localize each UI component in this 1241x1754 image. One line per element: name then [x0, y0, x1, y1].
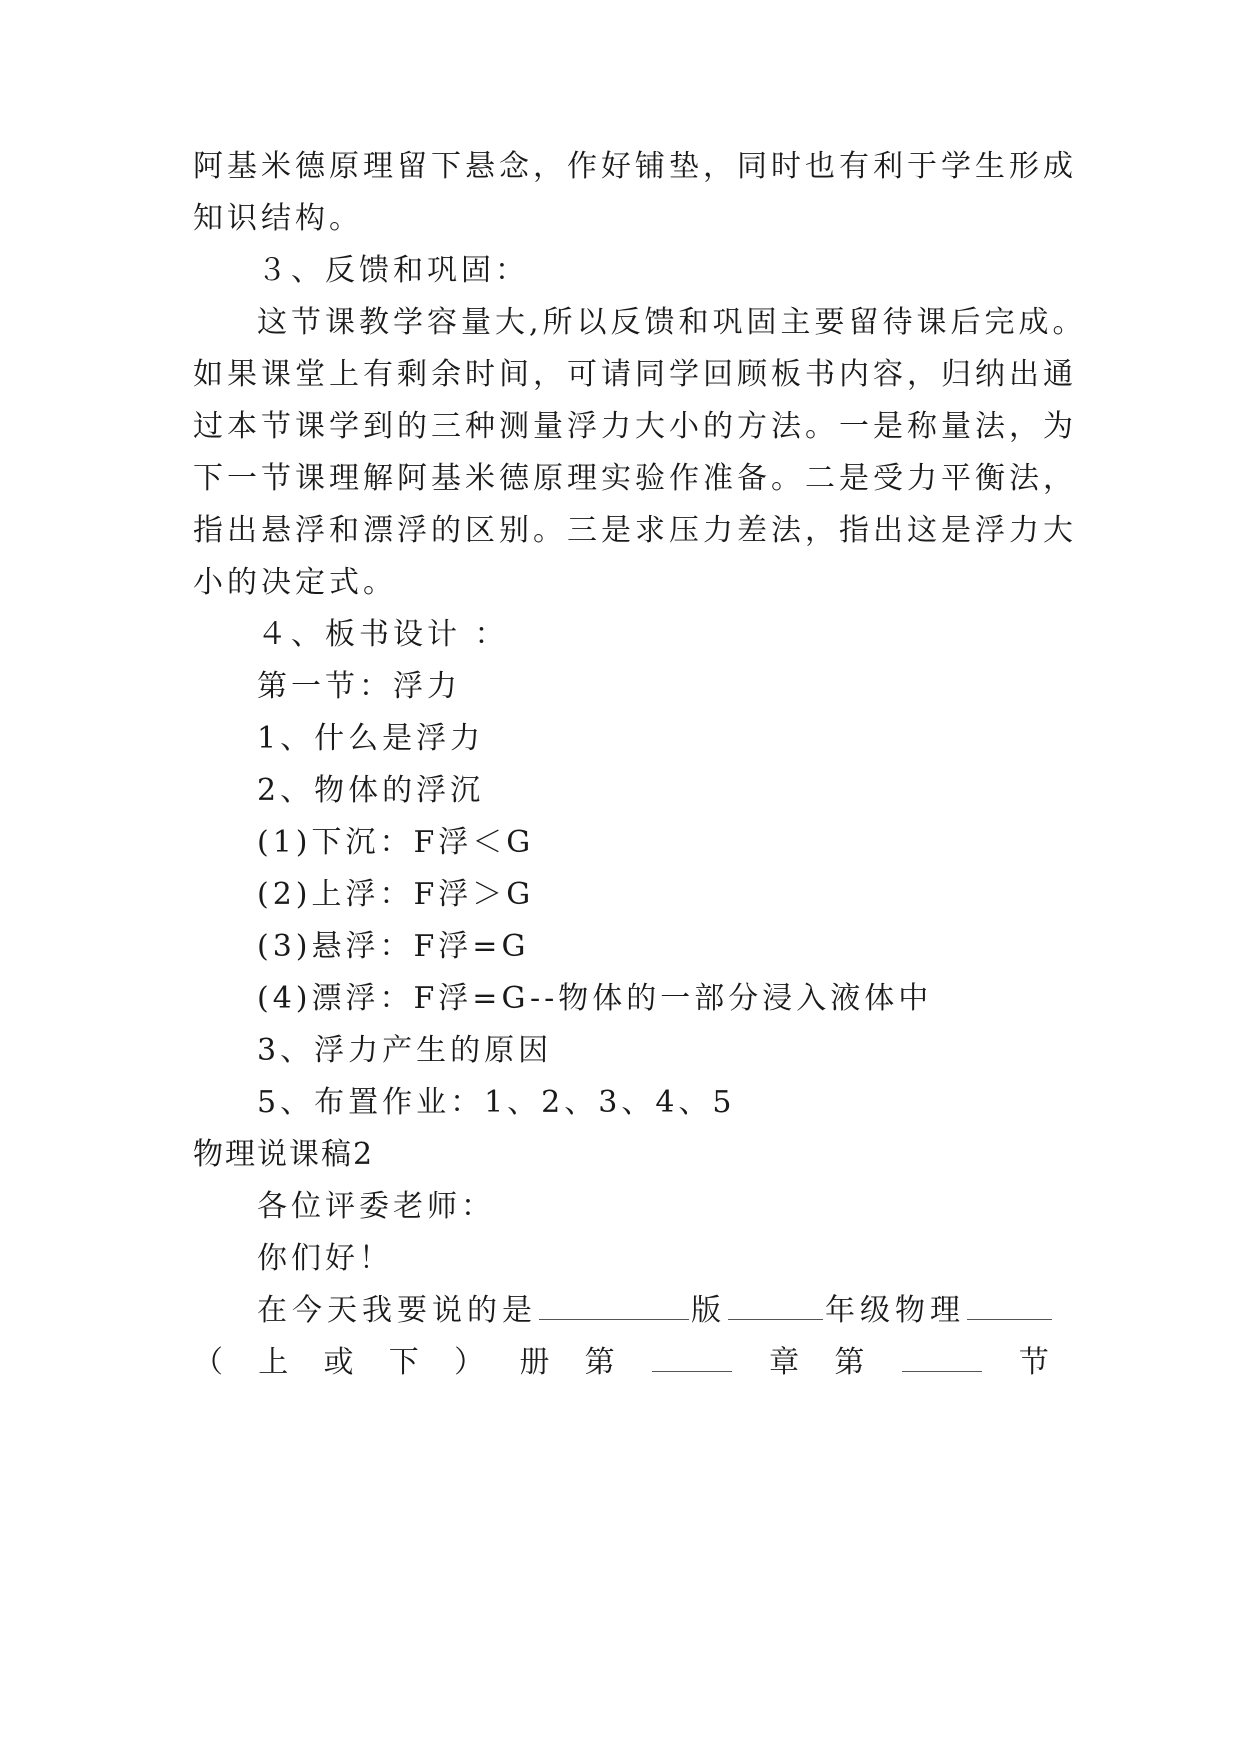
text-line: 如果课堂上有剩余时间，可请同学回顾板书内容，归纳出通 [193, 357, 1077, 392]
section-title: 物理说课稿2 [193, 1137, 375, 1172]
text-line: (4)漂浮：F浮=G--物体的一部分浸入液体中 [257, 981, 933, 1016]
blank-edition[interactable] [539, 1291, 689, 1320]
text-line: 小的决定式。 [193, 565, 397, 600]
text-line: (3)悬浮：F浮=G [257, 929, 530, 964]
intro-text: 版 [691, 1293, 726, 1328]
text-line: 阿基米德原理留下悬念，作好铺垫，同时也有利于学生形成 [193, 149, 1077, 184]
char: （ [193, 1345, 223, 1380]
text-line: 这节课教学容量大,所以反馈和巩固主要留待课后完成。 [257, 305, 1087, 340]
intro-text: 在今天我要说的是 [257, 1293, 537, 1328]
blank-chapter[interactable] [652, 1343, 732, 1372]
text-line: 指出悬浮和漂浮的区别。三是求压力差法，指出这是浮力大 [193, 513, 1077, 548]
text-line: ４、板书设计 ： [257, 617, 509, 652]
text-line: (1)下沉：F浮＜G [257, 825, 535, 860]
blank-volume[interactable] [967, 1291, 1052, 1320]
char: 册 [519, 1345, 550, 1380]
greeting: 各位评委老师： [257, 1189, 495, 1224]
char: 第 [584, 1345, 615, 1380]
char: 下 [388, 1345, 419, 1380]
blank-section[interactable] [902, 1343, 982, 1372]
char: 章 [769, 1345, 800, 1380]
text-line: 第一节：浮力 [257, 669, 461, 704]
intro-line [257, 1291, 1054, 1331]
char: 第 [834, 1345, 865, 1380]
char: 上 [258, 1345, 289, 1380]
text-line: 1、什么是浮力 [257, 721, 485, 756]
text-line: 过本节课学到的三种测量浮力大小的方法。一是称量法，为 [193, 409, 1077, 444]
intro-text: 年级物理 [825, 1293, 965, 1328]
blank-grade[interactable] [728, 1291, 823, 1320]
text-line: 知识结构。 [193, 201, 363, 236]
volume-chapter-line [193, 1343, 1049, 1383]
hello-line: 你们好！ [257, 1241, 393, 1276]
text-line: 下一节课理解阿基米德原理实验作准备。二是受力平衡法， [193, 461, 1077, 496]
text-line: 3、浮力产生的原因 [257, 1033, 553, 1068]
text-line: 5、布置作业：1、2、3、4、5 [257, 1085, 736, 1120]
char: ） [454, 1345, 485, 1380]
text-line: (2)上浮：F浮＞G [257, 877, 535, 912]
text-line: ３、反馈和巩固： [257, 253, 529, 288]
char: 节 [1018, 1345, 1049, 1380]
char: 或 [323, 1345, 354, 1380]
text-line: 2、物体的浮沉 [257, 773, 485, 808]
